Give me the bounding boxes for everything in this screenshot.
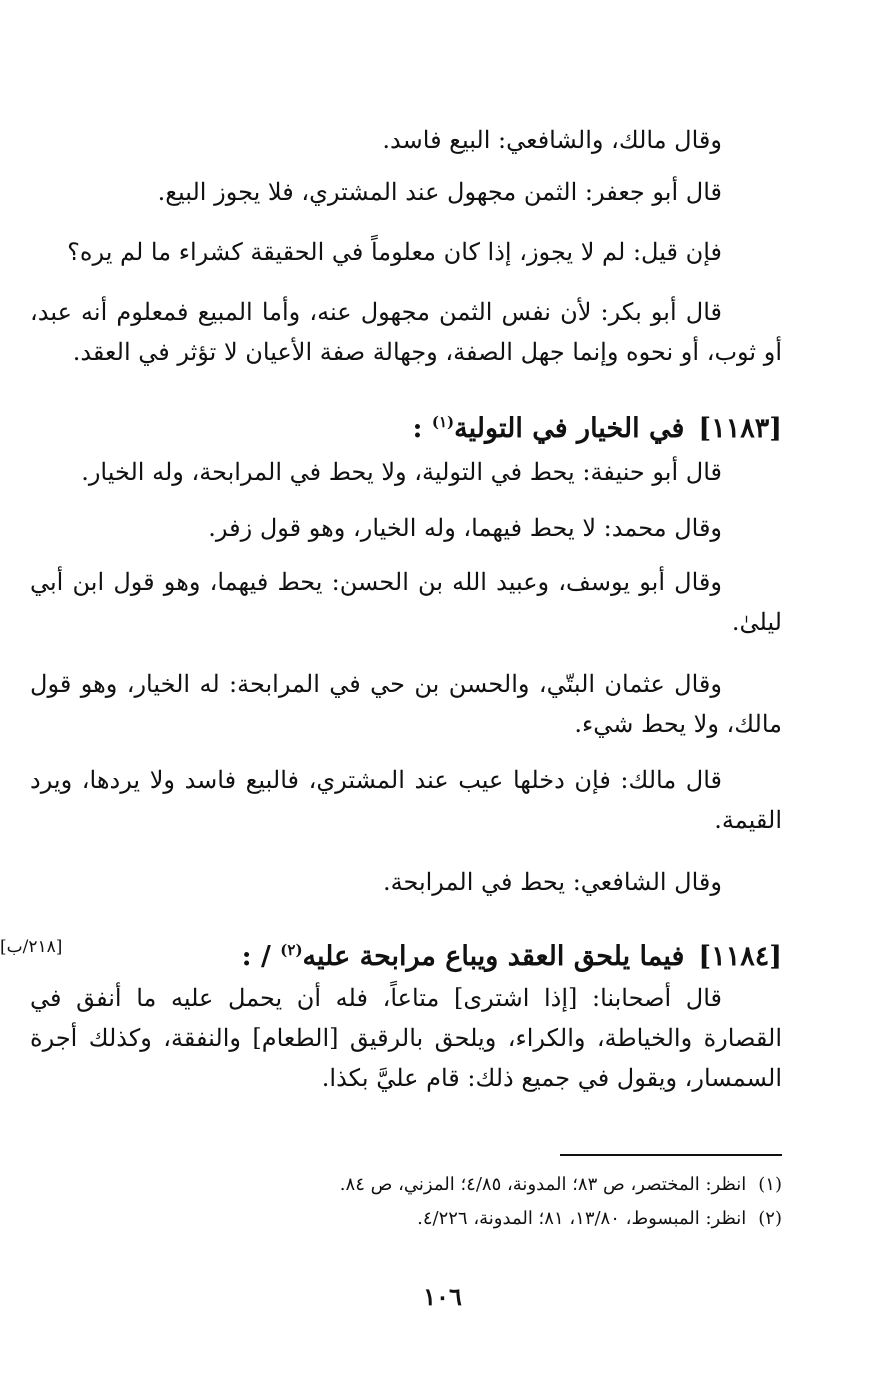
paragraph-shafii: وقال الشافعي: يحط في المرابحة. xyxy=(382,868,722,896)
footnote-marker: (١) xyxy=(431,413,455,431)
paragraph-uthman-batti: وقال عثمان البتّي، والحسن بن حي في المرابحة: له الخيار، وهو قول مالك، ولا يحط شيء. xyxy=(30,670,782,738)
footnote-text: انظر: المختصر، ص ٨٣؛ المدونة، ٤/٨٥؛ المزني، ص ٨٤. xyxy=(339,1174,747,1195)
paragraph-abu-hanifa: قال أبو حنيفة: يحط في التولية، ولا يحط في المرابحة، وله الخيار. xyxy=(81,458,722,486)
footnote-text: انظر: المبسوط، ١٣/٨٠، ٨١؛ المدونة، ٤/٢٢٦. xyxy=(417,1208,747,1229)
section-number: [١١٨٤] xyxy=(698,941,782,972)
footnote-number: (١) xyxy=(758,1174,782,1195)
paragraph-abu-bakr: قال أبو بكر: لأن نفس الثمن مجهول عنه، وأما المبيع فمعلوم أنه عبد، أو ثوب، أو نحوه وإنما جهل الصفة، وجهالة صفة الأعيان لا تؤثر في العقد. xyxy=(30,298,782,366)
section-number: [١١٨٣] xyxy=(698,413,782,444)
paragraph-abu-yusuf: وقال أبو يوسف، وعبيد الله بن الحسن: يحط فيهما، وهو قول ابن أبي ليلىٰ. xyxy=(30,568,782,636)
page-number: ١٠٦ xyxy=(423,1282,462,1311)
section-title: في الخيار في التولية xyxy=(454,413,685,444)
footnote-marker: (٢) xyxy=(280,941,303,959)
section-heading-1184 xyxy=(30,930,782,977)
paragraph-abu-jafar: قال أبو جعفر: الثمن مجهول عند المشتري، فلا يجوز البيع. xyxy=(157,178,722,206)
footnote-1 xyxy=(82,1172,782,1198)
paragraph-malik-shafii: وقال مالك، والشافعي: البيع فاسد. xyxy=(382,126,722,154)
footnote-divider xyxy=(560,1154,782,1156)
paragraph-malik-defect: قال مالك: فإن دخلها عيب عند المشتري، فالبيع فاسد ولا يردها، ويرد القيمة. xyxy=(30,766,782,834)
heading-colon: : xyxy=(412,413,423,444)
section-heading-1183 xyxy=(30,402,782,449)
paragraph-muhammad: وقال محمد: لا يحط فيهما، وله الخيار، وهو قول زفر. xyxy=(208,514,722,542)
manuscript-margin-ref: [٢١٨/ب] xyxy=(0,937,63,957)
footnote-number: (٢) xyxy=(758,1208,782,1229)
paragraph-objection: فإن قيل: لم لا يجوز، إذا كان معلوماً في الحقيقة كشراء ما لم يره؟ xyxy=(67,238,722,266)
footnote-2 xyxy=(82,1206,782,1232)
paragraph-ashabuna: قال أصحابنا: [إذا اشترى] متاعاً، فله أن يحمل عليه ما أنفق في القصارة والخياطة، والكراء، ويلحق بالرقيق [الطعام] والنفقة، وكذلك أجرة السمسار، ويقول في جميع ذلك: قام عليَّ بكذا. xyxy=(30,984,782,1092)
section-title: فيما يلحق العقد ويباع مرابحة عليه xyxy=(302,941,685,972)
heading-tail: / : xyxy=(241,941,271,972)
